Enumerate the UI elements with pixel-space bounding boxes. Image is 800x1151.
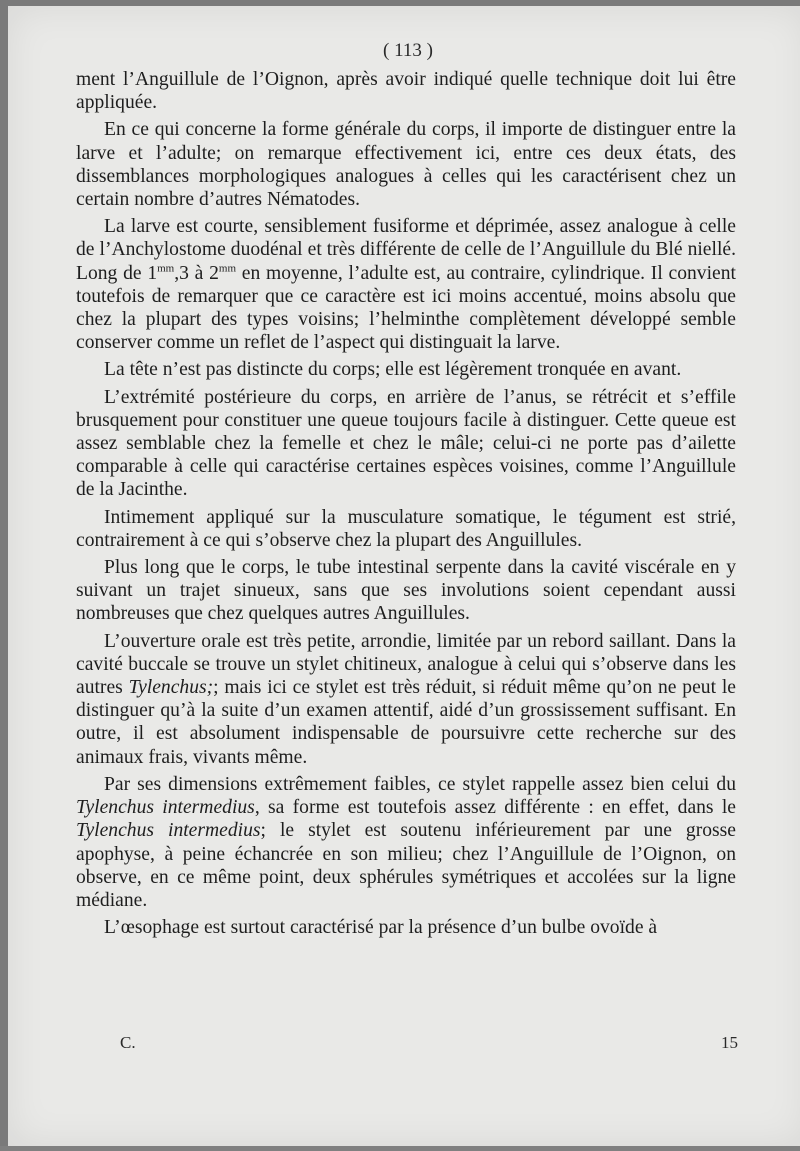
species-name: Tylenchus intermedius <box>76 797 255 819</box>
paragraph: En ce qui concerne la forme générale du corps, il importe de distinguer entre la larve et l’adulte; on remarque effectivement ici, entre ces deux états, des dissemblances morphologiques analogues à celles qui les caractérisent chez un certain nombre d’autres Nématodes. <box>76 119 736 211</box>
paragraph <box>76 630 736 769</box>
text-run: ; le stylet est soutenu inférieurement par une grosse apophyse, à peine échancrée en son milieu; chez l’Anguillule de l’Oignon, on observe, en ce même point, deux sphérules symétriques et accolées sur la ligne médiane. <box>76 820 737 911</box>
sheet-number: 15 <box>721 1033 738 1052</box>
text-run: ,3 à 2 <box>174 262 219 284</box>
text-run: , sa forme est toutefois assez différente : en effet, dans le <box>254 797 737 819</box>
text-run: ; mais ici ce stylet est très réduit, si réduit même qu’on ne peut le distinguer qu’à la suite d’un examen attentif, aidé d’un grossissement suffisant. En outre, il est absolument indispensable de poursuivre cette recherche sur des animaux frais, vivants même. <box>76 677 737 768</box>
paragraph: La tête n’est pas distincte du corps; elle est légèrement tronquée en avant. <box>104 359 682 381</box>
unit-superscript: mm <box>157 262 175 275</box>
scan-edge <box>0 1146 800 1151</box>
paragraph <box>76 215 736 354</box>
paragraph: Intimement appliqué sur la musculature somatique, le tégument est strié, contrairement à ce qui s’observe chez la plupart des Anguillules. <box>76 506 736 551</box>
book-page <box>8 6 800 1146</box>
text-run: L’ouverture orale est très petite, arrondie, limitée par un rebord saillant. Dans la cavité buccale se trouve un stylet chitineux, analogue à celui qui s’observe dans les autres <box>76 630 736 699</box>
species-name: Tylenchus; <box>128 677 214 699</box>
page-number: ( 113 ) <box>383 40 433 61</box>
paragraph: Plus long que le corps, le tube intestinal serpente dans la cavité viscérale en y suivant un trajet sinueux, sans que ses involutions soient cependant aussi nombreuses que chez quelques autres Anguillules. <box>76 557 736 625</box>
signature-mark: C. <box>120 1033 136 1052</box>
paragraph: L’extrémité postérieure du corps, en arrière de l’anus, se rétrécit et s’effile brusquement pour constituer une queue toujours facile à distinguer. Cette queue est assez semblable chez la femelle et chez le mâle; celui-ci ne porte pas d’ailette comparable à celle qui caractérise certaines espèces voisines, comme l’Anguillule de la Jacinthe. <box>76 386 736 501</box>
species-name: Tylenchus intermedius <box>76 820 261 842</box>
text-run: La larve est courte, sensiblement fusiforme et déprimée, assez analogue à celle de l’Anchylostome duodénal et très différente de celle de l’Anguillule du Blé niellé. Long de 1 <box>76 216 736 284</box>
unit-superscript: mm <box>218 262 237 275</box>
paragraph: L’œsophage est surtout caractérisé par la présence d’un bulbe ovoïde à <box>104 917 658 939</box>
body-text <box>76 68 736 939</box>
text-run: en moyenne, l’adulte est, au contraire, cylindrique. Il convient toutefois de remarquer que ce caractère est ici moins accentué, moins absolu que chez la plupart des types voisins; l’helminthe complètement développé semble conserver comme un reflet de l’aspect qui distinguait la larve. <box>76 262 736 354</box>
paragraph: ment l’Anguillule de l’Oignon, après avoir indiqué quelle technique doit lui être appliquée. <box>76 69 736 114</box>
paragraph <box>76 773 736 912</box>
text-run: Par ses dimensions extrêmement faibles, ce stylet rappelle assez bien celui du <box>104 773 736 795</box>
